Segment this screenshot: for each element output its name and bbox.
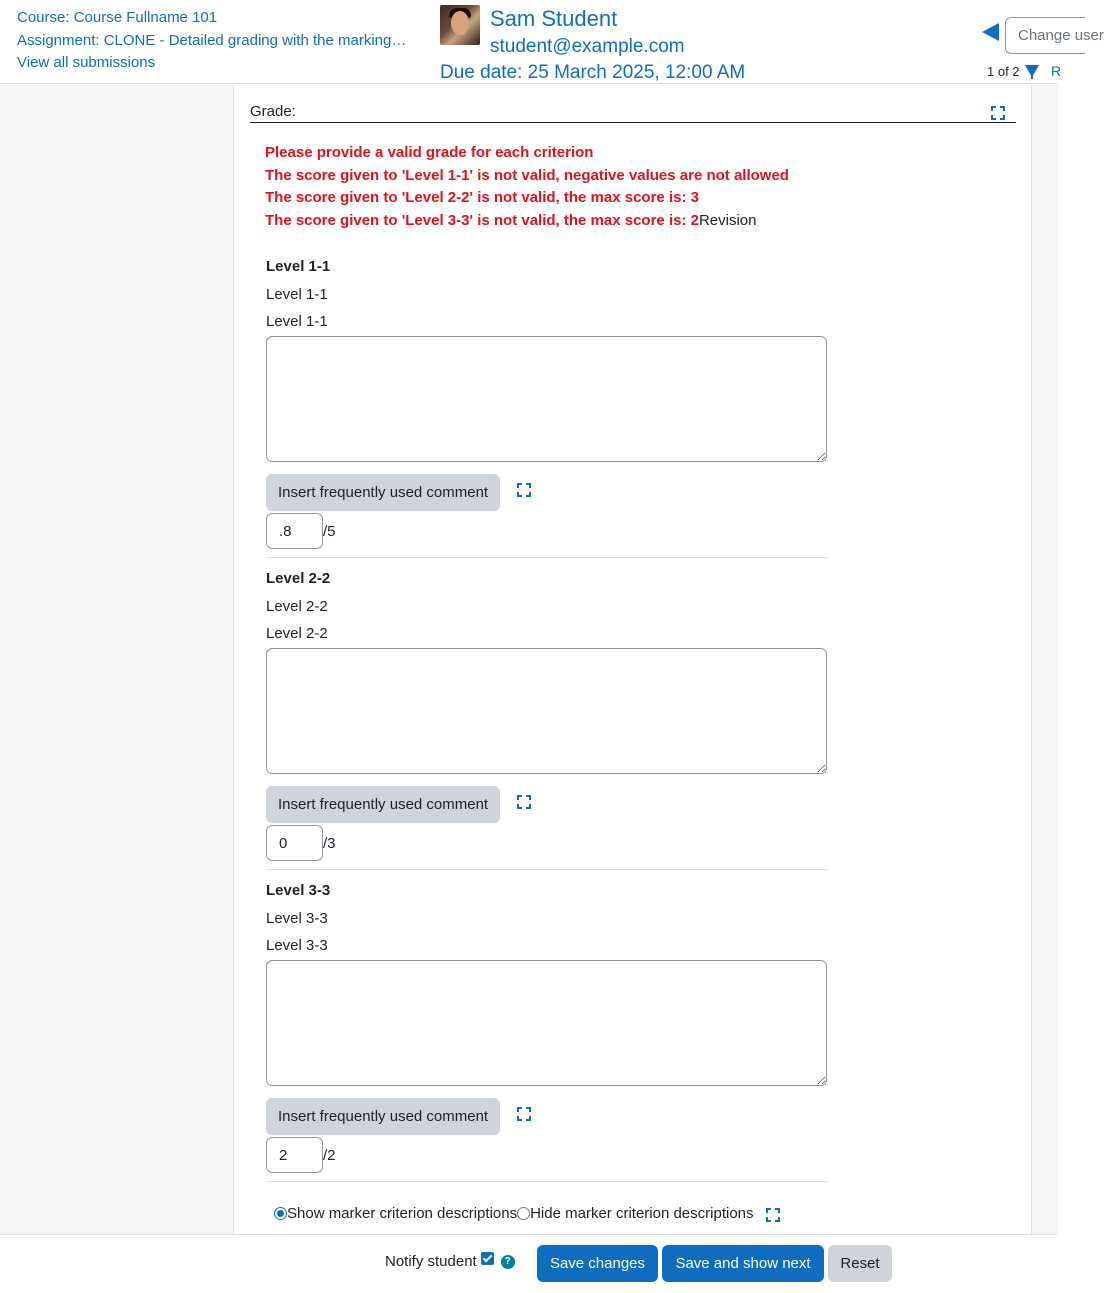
expand-icon[interactable] — [517, 1107, 531, 1121]
user-email-link[interactable]: student@example.com — [490, 36, 685, 57]
save-changes-button[interactable]: Save changes — [537, 1245, 658, 1282]
insert-comment-button[interactable]: Insert frequently used comment — [266, 474, 500, 511]
score-input[interactable] — [266, 513, 323, 549]
criterion-description: Level 1-1 — [266, 286, 328, 303]
divider — [266, 1181, 828, 1182]
grader-header — [0, 0, 1104, 84]
max-score: /2 — [323, 1147, 336, 1164]
criterion-description: Level 2-2 — [266, 598, 328, 615]
score-input[interactable] — [266, 1137, 323, 1173]
reset-button[interactable]: Reset — [828, 1245, 892, 1282]
description-toggle — [274, 1205, 780, 1222]
user-name-link[interactable]: Sam Student — [490, 6, 618, 31]
criterion-remark-label: Level 2-2 — [266, 625, 328, 642]
save-and-show-next-button[interactable]: Save and show next — [662, 1245, 824, 1282]
remark-textarea[interactable] — [266, 336, 827, 462]
grade-legend — [250, 103, 1016, 123]
criterion-remark-label: Level 1-1 — [266, 313, 328, 330]
notify-student — [385, 1253, 515, 1270]
criterion-level-2-2 — [266, 569, 828, 862]
criterion-title: Level 1-1 — [266, 258, 331, 275]
insert-comment-button[interactable]: Insert frequently used comment — [266, 1098, 500, 1135]
show-descriptions-label[interactable]: Show marker criterion descriptions — [287, 1205, 518, 1222]
help-icon[interactable]: ? — [501, 1255, 515, 1269]
previous-user-icon[interactable] — [982, 23, 999, 41]
error-messages — [265, 142, 789, 233]
criterion-title: Level 3-3 — [266, 882, 331, 899]
error-message: The score given to 'Level 3-3' is not valid, the max score is: 2 — [265, 212, 699, 230]
error-message: The score given to 'Level 2-2' is not valid, the max score is: 3 — [265, 189, 699, 207]
change-user-input[interactable]: Change user — [1005, 17, 1085, 54]
expand-icon[interactable] — [517, 483, 531, 497]
error-message: Please provide a valid grade for each criterion — [265, 144, 594, 161]
avatar[interactable] — [440, 5, 480, 45]
pager-count: 1 of 2 — [987, 64, 1020, 79]
criterion-level-1-1 — [266, 257, 828, 550]
collapse-expand-icon[interactable] — [991, 106, 1005, 120]
score-input[interactable] — [266, 825, 323, 861]
notify-student-label: Notify student — [385, 1253, 477, 1270]
remark-textarea[interactable] — [266, 648, 827, 774]
criterion-level-3-3 — [266, 881, 828, 1174]
criterion-remark-label: Level 3-3 — [266, 937, 328, 954]
course-link[interactable]: Course: Course Fullname 101 — [17, 9, 218, 26]
error-message: The score given to 'Level 1-1' is not valid, negative values are not allowed — [265, 166, 789, 184]
right-gutter — [1031, 85, 1058, 1235]
divider — [266, 557, 828, 558]
submission-pane — [0, 85, 233, 1235]
revision-label: Revision — [698, 212, 757, 230]
criterion-title: Level 2-2 — [266, 570, 331, 587]
filter-icon[interactable] — [1025, 65, 1039, 77]
max-score: /5 — [323, 523, 336, 540]
grade-label: Grade: — [250, 103, 296, 120]
notify-student-checkbox[interactable] — [481, 1252, 494, 1265]
breadcrumb — [17, 7, 406, 75]
criterion-description: Level 3-3 — [266, 910, 328, 927]
view-all-submissions-link[interactable]: View all submissions — [17, 54, 156, 71]
grade-panel — [233, 85, 1032, 1235]
assignment-link[interactable]: Assignment: CLONE - Detailed grading with the marking… — [17, 31, 407, 49]
reset-filters-link[interactable]: R — [1051, 63, 1062, 79]
max-score: /3 — [323, 835, 336, 852]
show-descriptions-radio[interactable] — [274, 1207, 287, 1220]
expand-icon[interactable] — [517, 795, 531, 809]
hide-descriptions-radio[interactable] — [517, 1207, 530, 1220]
due-date: Due date: 25 March 2025, 12:00 AM — [440, 62, 746, 83]
remark-textarea[interactable] — [266, 960, 827, 1086]
grading-actions-footer — [0, 1234, 1058, 1293]
divider — [266, 869, 828, 870]
hide-descriptions-label[interactable]: Hide marker criterion descriptions — [530, 1205, 754, 1222]
expand-icon[interactable] — [766, 1208, 780, 1222]
insert-comment-button[interactable]: Insert frequently used comment — [266, 786, 500, 823]
